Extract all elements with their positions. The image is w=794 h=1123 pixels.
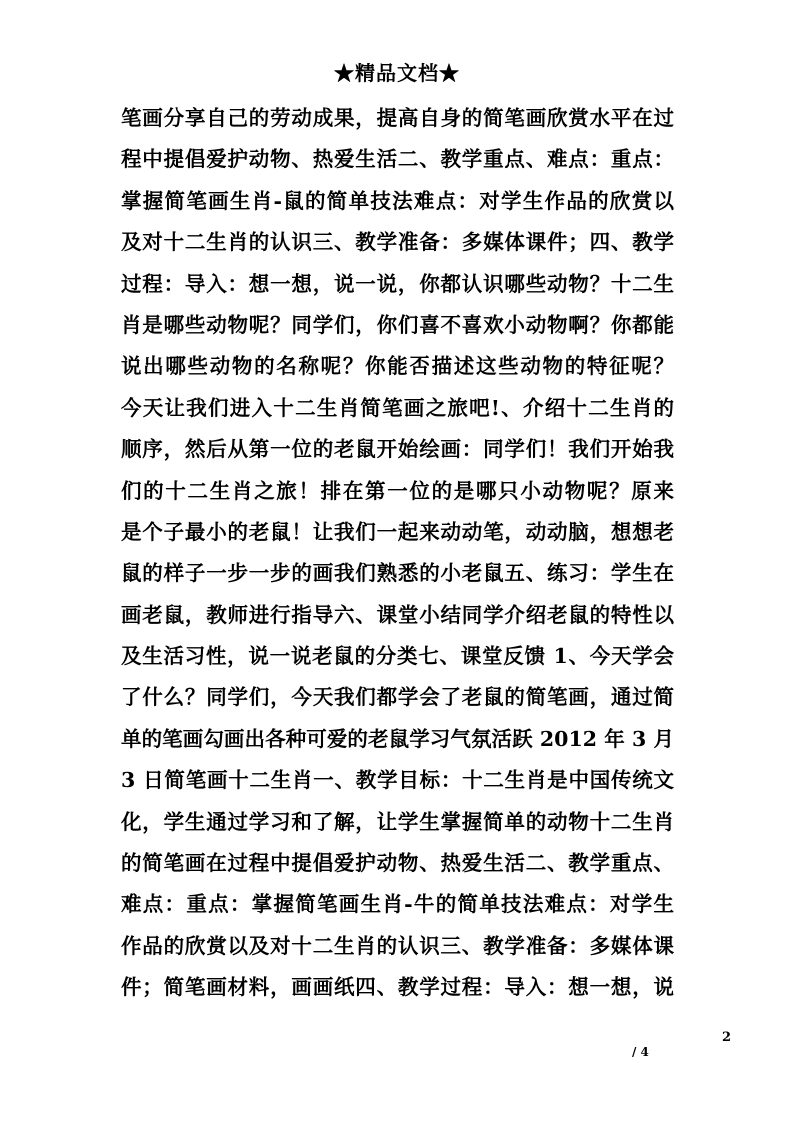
- text-line-12: 鼠的样子一步一步的画我们熟悉的小老鼠五、练习：学生在: [121, 561, 674, 586]
- text-line-20: 难点：重点：掌握简笔画生肖-牛的简单技法难点：对学生: [121, 892, 674, 917]
- text-line-21: 作品的欣赏以及对十二生肖的认识三、教学准备：多媒体课: [121, 933, 674, 958]
- text-line-7: 说出哪些动物的名称呢？你能否描述这些动物的特征呢？: [121, 354, 674, 379]
- body-text: [121, 98, 674, 1009]
- text-line-14: 及生活习性，说一说老鼠的分类七、课堂反馈 1、今天学会: [121, 644, 674, 669]
- page-total: / 4: [632, 1045, 649, 1059]
- text-line-19: 的简笔画在过程中提倡爱护动物、热爱生活二、教学重点、: [121, 851, 674, 876]
- text-line-22: 件；简笔画材料，画画纸四、教学过程：导入：想一想，说: [121, 975, 674, 1000]
- page-header-title: ★精品文档★: [334, 61, 460, 85]
- page-number: 2: [722, 1030, 732, 1045]
- text-line-5: 过程：导入：想一想，说一说，你都认识哪些动物？十二生: [121, 271, 674, 296]
- text-line-2: 程中提倡爱护动物、热爱生活二、教学重点、难点：重点：: [121, 147, 674, 172]
- text-line-18: 化，学生通过学习和了解，让学生掌握简单的动物十二生肖: [121, 809, 674, 834]
- text-line-11: 是个子最小的老鼠！让我们一起来动动笔，动动脑，想想老: [121, 519, 674, 544]
- text-line-1: 笔画分享自己的劳动成果，提高自身的简笔画欣赏水平在过: [121, 106, 674, 130]
- text-line-15: 了什么？同学们，今天我们都学会了老鼠的简笔画，通过简: [121, 685, 674, 710]
- text-line-16: 单的笔画勾画出各种可爱的老鼠学习气氛活跃 2012 年 3 月: [121, 726, 674, 751]
- text-line-9: 顺序，然后从第一位的老鼠开始绘画：同学们！我们开始我: [121, 437, 674, 462]
- text-line-6: 肖是哪些动物呢？同学们，你们喜不喜欢小动物啊？你都能: [121, 312, 674, 337]
- text-line-13: 画老鼠，教师进行指导六、课堂小结同学介绍老鼠的特性以: [121, 602, 674, 627]
- text-line-4: 及对十二生肖的认识三、教学准备：多媒体课件；四、教学: [121, 230, 674, 255]
- text-line-3: 掌握简笔画生肖-鼠的简单技法难点：对学生作品的欣赏以: [121, 188, 674, 213]
- text-line-10: 们的十二生肖之旅！排在第一位的是哪只小动物呢？原来: [121, 478, 674, 503]
- text-line-17: 3 日简笔画十二生肖一、教学目标：十二生肖是中国传统文: [121, 768, 674, 793]
- text-line-8: 今天让我们进入十二生肖简笔画之旅吧!、介绍十二生肖的: [121, 395, 674, 420]
